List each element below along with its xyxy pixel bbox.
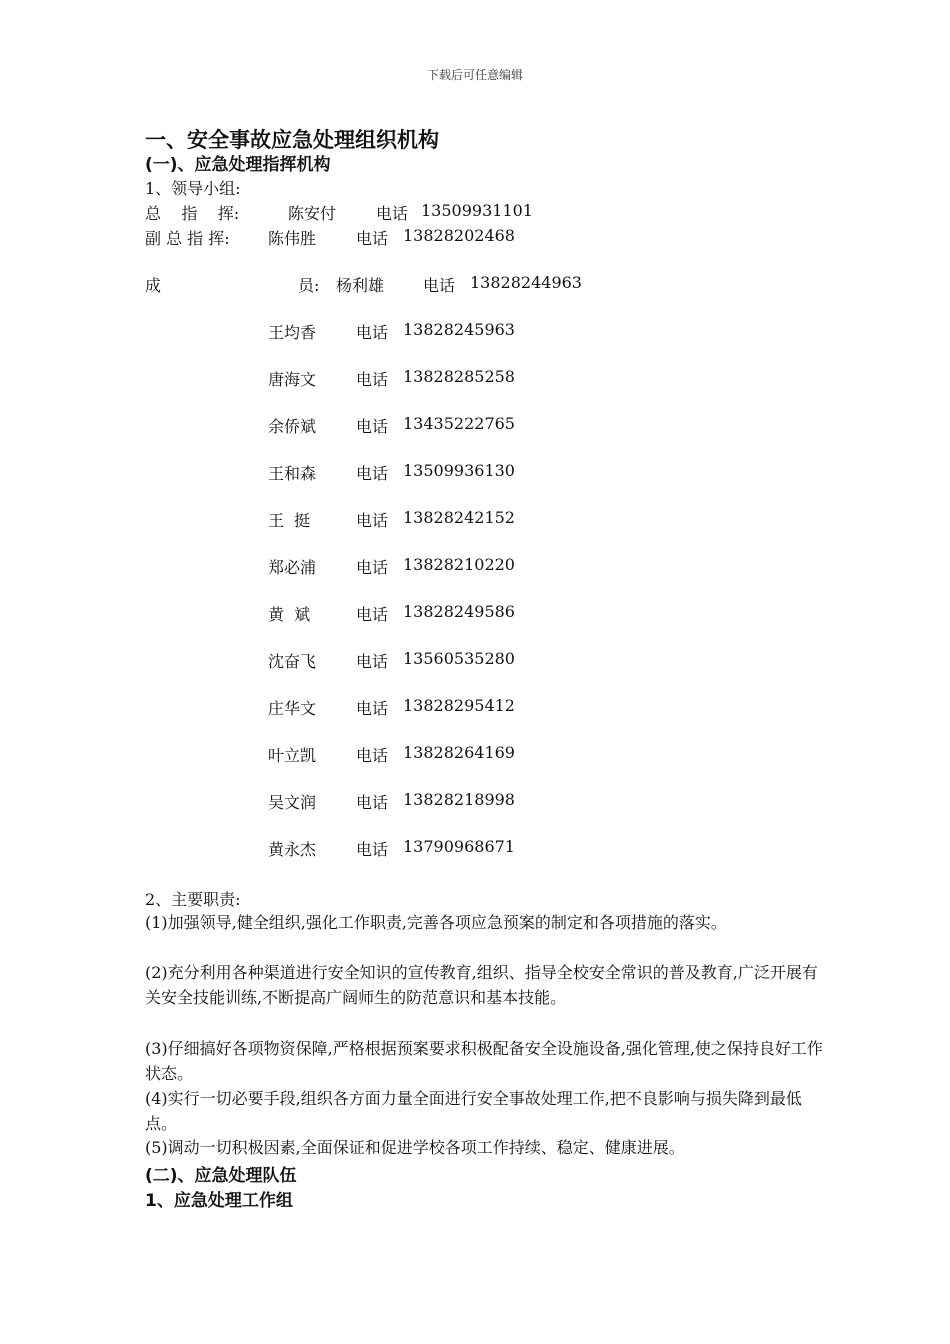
member-phone-label: 电话: [356, 370, 389, 389]
member-phone: 13828285258: [403, 367, 515, 386]
member-phone-label: 电话: [356, 605, 389, 624]
member-phone-label: 电话: [356, 840, 389, 859]
duty-item-3: (3)仔细搞好各项物资保障,严格根据预案要求积极配备安全设施设备,强化管理,使之保持良好工作状态。: [145, 1039, 823, 1083]
duty-item-5: (5)调动一切积极因素,全面保证和促进学校各项工作持续、稳定、健康进展。: [145, 1138, 685, 1157]
member-name: 黄 斌: [268, 605, 311, 624]
member-phone: 13828245963: [403, 320, 515, 339]
leadership-group-heading: 1、领导小组:: [145, 179, 241, 198]
members-label-a: 成: [145, 276, 162, 295]
commander-phone: 13509931101: [421, 201, 533, 220]
commander-label: 总 指 挥:: [145, 204, 240, 223]
duty-item-1: (1)加强领导,健全组织,强化工作职责,完善各项应急预案的制定和各项措施的落实。: [145, 913, 727, 932]
member-name: 庄华文: [268, 699, 317, 718]
member-phone: 13828295412: [403, 696, 515, 715]
member-phone-label: 电话: [356, 511, 389, 530]
members-label-b: 员:: [298, 276, 320, 295]
member-phone: 13828244963: [470, 273, 582, 292]
member-name: 杨利雄: [336, 276, 385, 295]
member-phone-label: 电话: [356, 699, 389, 718]
section2-heading: (二)、应急处理队伍: [145, 1166, 297, 1186]
member-name: 唐海文: [268, 370, 317, 389]
section2-subheading: 1、应急处理工作组: [145, 1191, 293, 1211]
member-name: 王和森: [268, 464, 317, 483]
member-phone: 13560535280: [403, 649, 515, 668]
member-phone-label: 电话: [356, 746, 389, 765]
member-name: 叶立凯: [268, 746, 317, 765]
deputy-phone: 13828202468: [403, 226, 515, 245]
deputy-name: 陈伟胜: [268, 229, 317, 248]
member-phone-label: 电话: [356, 417, 389, 436]
member-phone: 13509936130: [403, 461, 515, 480]
member-phone-label: 电话: [356, 793, 389, 812]
commander-phone-label: 电话: [376, 204, 409, 223]
duty-item-4: (4)实行一切必要手段,组织各方面力量全面进行安全事故处理工作,把不良影响与损失降到最低点。: [145, 1089, 802, 1133]
member-name: 王均香: [268, 323, 317, 342]
deputy-phone-label: 电话: [356, 229, 389, 248]
member-phone: 13828210220: [403, 555, 515, 574]
member-name: 沈奋飞: [268, 652, 317, 671]
member-phone: 13828218998: [403, 790, 515, 809]
member-phone-label: 电话: [423, 276, 456, 295]
member-name: 王 挺: [268, 511, 311, 530]
duty-item-2: (2)充分利用各种渠道进行安全知识的宣传教育,组织、指导全校安全常识的普及教育,广泛开展有关安全技能训练,不断提高广阔师生的防范意识和基本技能。: [145, 963, 818, 1007]
member-name: 吴文润: [268, 793, 317, 812]
section1-heading: (一)、应急处理指挥机构: [145, 155, 331, 175]
duties-heading: 2、主要职责:: [145, 890, 241, 909]
member-name: 黄永杰: [268, 840, 317, 859]
deputy-label: 副 总 指 挥:: [145, 229, 230, 248]
member-phone-label: 电话: [356, 652, 389, 671]
page-header: 下载后可任意编辑: [426, 68, 523, 82]
member-phone: 13790968671: [403, 837, 515, 856]
member-phone: 13828249586: [403, 602, 515, 621]
member-phone-label: 电话: [356, 558, 389, 577]
member-name: 郑必浦: [268, 558, 317, 577]
member-phone-label: 电话: [356, 464, 389, 483]
member-phone: 13435222765: [403, 414, 515, 433]
member-name: 余侨斌: [268, 417, 317, 436]
document-title: 一、安全事故应急处理组织机构: [145, 128, 439, 152]
member-phone: 13828242152: [403, 508, 515, 527]
member-phone: 13828264169: [403, 743, 515, 762]
commander-name: 陈安付: [288, 204, 337, 223]
member-phone-label: 电话: [356, 323, 389, 342]
